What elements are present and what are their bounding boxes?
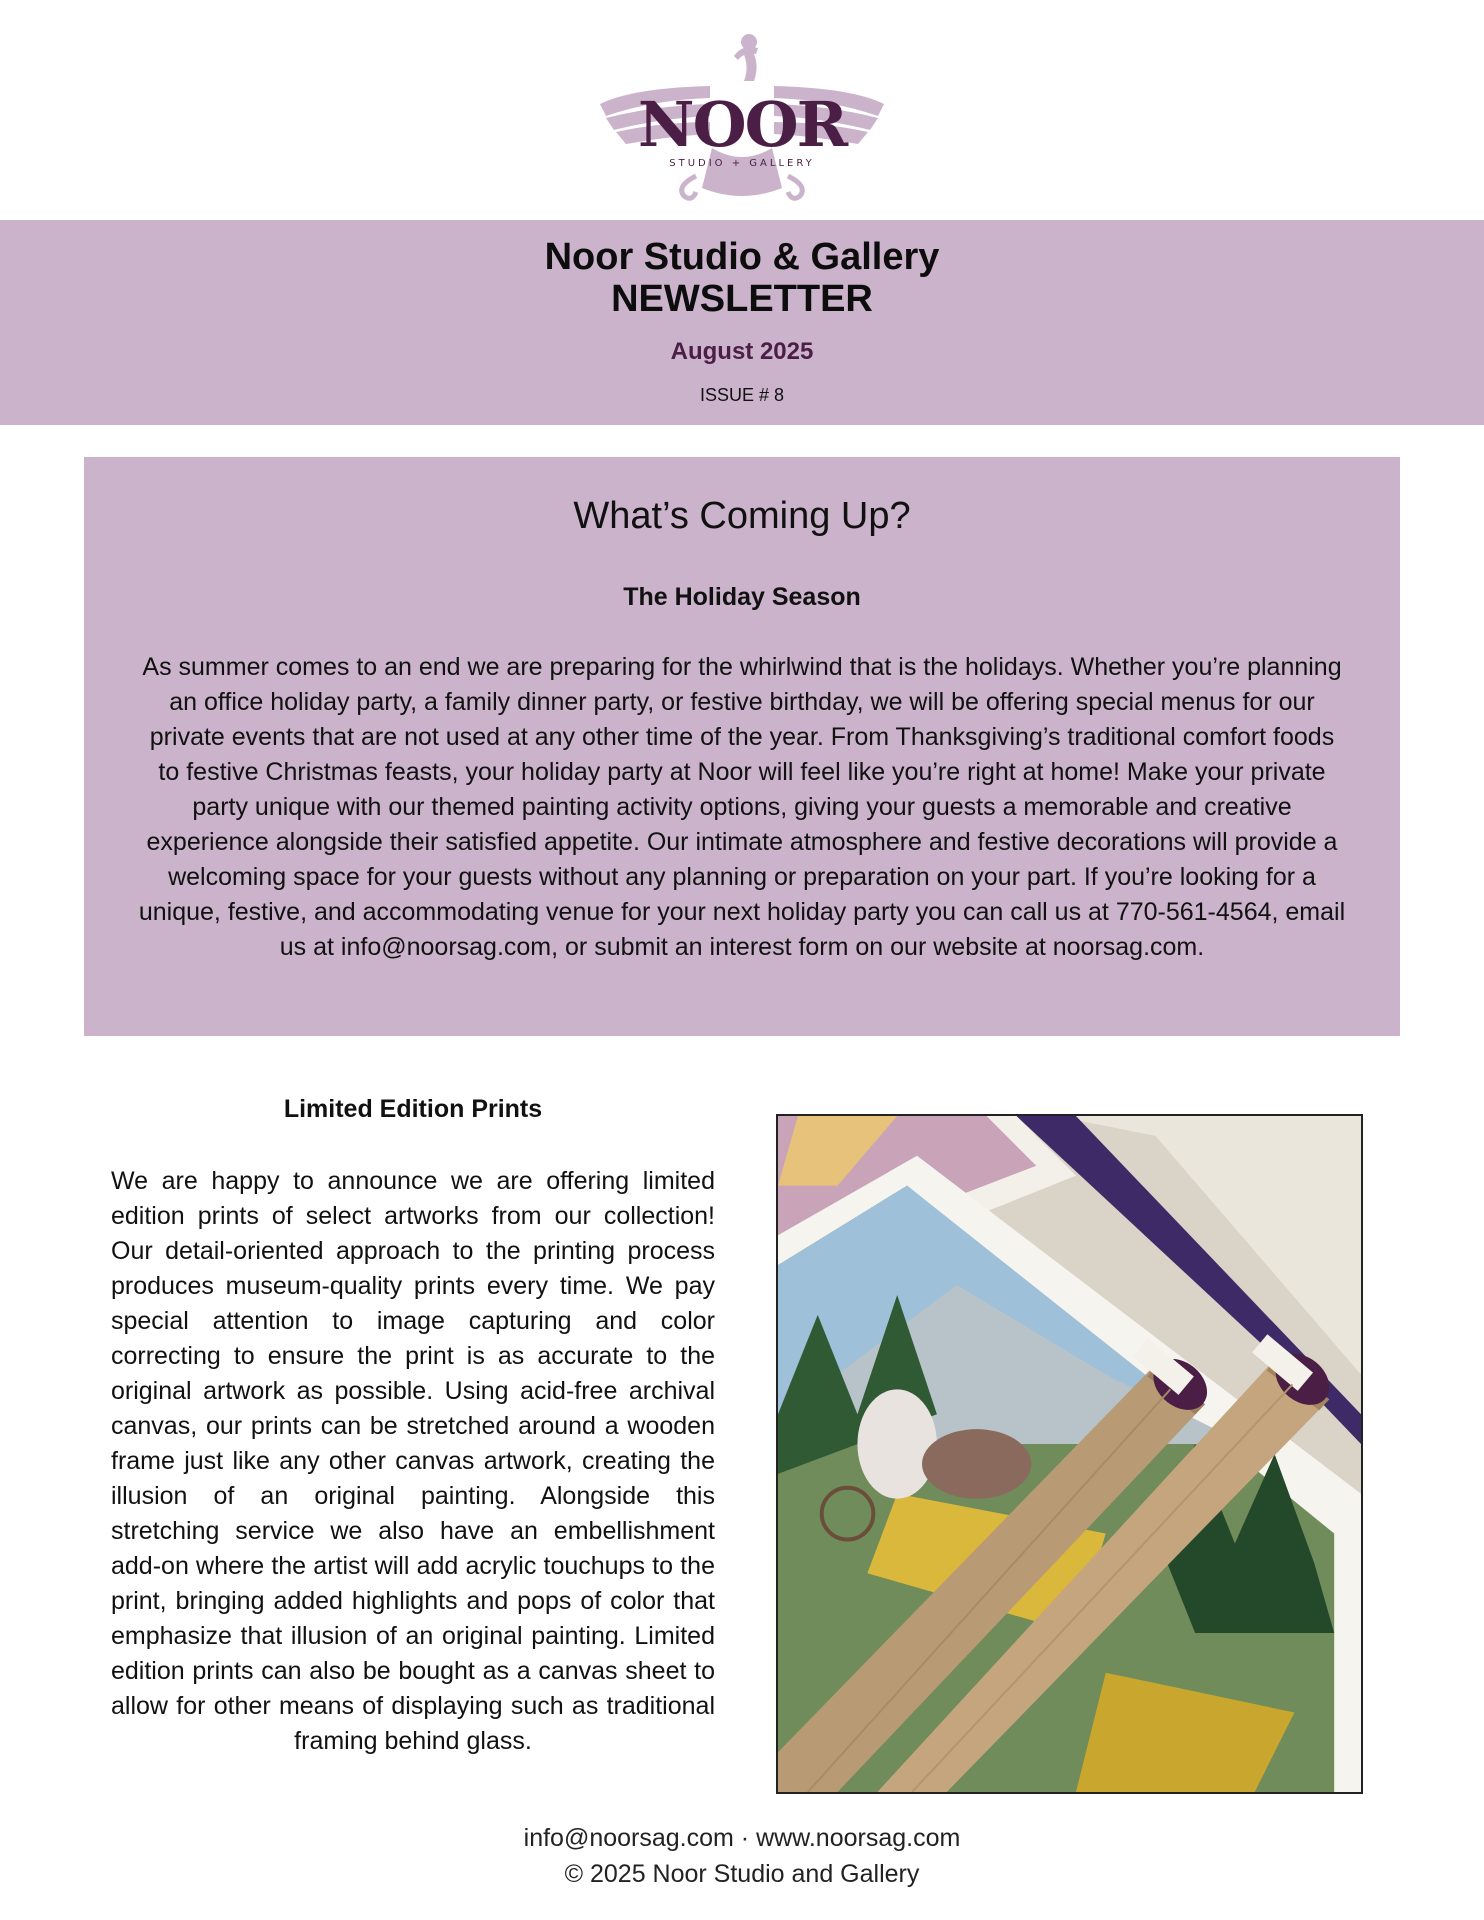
- coming-up-heading: What’s Coming Up?: [573, 495, 911, 537]
- logo-wordmark: NOOR: [637, 88, 847, 161]
- noor-emblem-icon: [592, 26, 892, 206]
- issue-date: August 2025: [670, 338, 814, 365]
- footer-contact: info@noorsag.com · www.noorsag.com: [523, 1824, 961, 1852]
- prints-body: We are happy to announce we are offering limited edition prints of select artworks from our collection! Our detail-oriented approach to the printing process produces museum-quality prints every time. We pay special attention to image capturing and color correcting to ensure the print is as accurate to the original artwork as possible. Using acid-free archival canvas, our prints can be stretched around a wooden frame just like any other canvas artwork, creating the illusion of an original painting. Alongside this stretching service we also have an embellishment add-on where the artist will add acrylic touchups to the print, bringing added highlights and pops of color that emphasize that illusion of an original painting. Limited edition prints can also be bought as a canvas sheet to allow for other means of displaying such as traditional framing behind glass.: [111, 1167, 715, 1755]
- coming-up-section: [84, 457, 1400, 1036]
- noor-logo: [592, 26, 892, 206]
- logo-tagline: STUDIO + GALLERY: [669, 158, 815, 169]
- footer-copyright: © 2025 Noor Studio and Gallery: [564, 1860, 920, 1888]
- masthead-banner: [0, 220, 1484, 425]
- prints-heading: Limited Edition Prints: [283, 1095, 543, 1123]
- newsletter-subtitle: NEWSLETTER: [611, 278, 873, 320]
- newsletter-title: Noor Studio & Gallery: [544, 236, 940, 278]
- prints-photo: [776, 1114, 1363, 1794]
- holiday-season-subheading: The Holiday Season: [623, 583, 861, 611]
- holiday-season-body: As summer comes to an end we are preparing for the whirlwind that is the holidays. Whether you’re planning an office holiday party, a family dinner party, or festive birthday, we will be offering special menus for our private events that are not used at any other time of the year. From Thanksgiving’s traditional comfort foods to festive Christmas feasts, your holiday party at Noor will feel like you’re right at home! Make your private party unique with our themed painting activity options, giving your guests a memorable and creative experience alongside their satisfied appetite. Our intimate atmosphere and festive decorations will provide a welcoming space for your guests without any planning or preparation on your part. If you’re looking for a unique, festive, and accommodating venue for your next holiday party you can call us at 770-561-4564, email us at info@noorsag.com, or submit an interest form on our website at noorsag.com.: [138, 653, 1346, 961]
- prints-and-tubes-photo-icon: [778, 1116, 1361, 1792]
- issue-number: ISSUE # 8: [699, 385, 785, 405]
